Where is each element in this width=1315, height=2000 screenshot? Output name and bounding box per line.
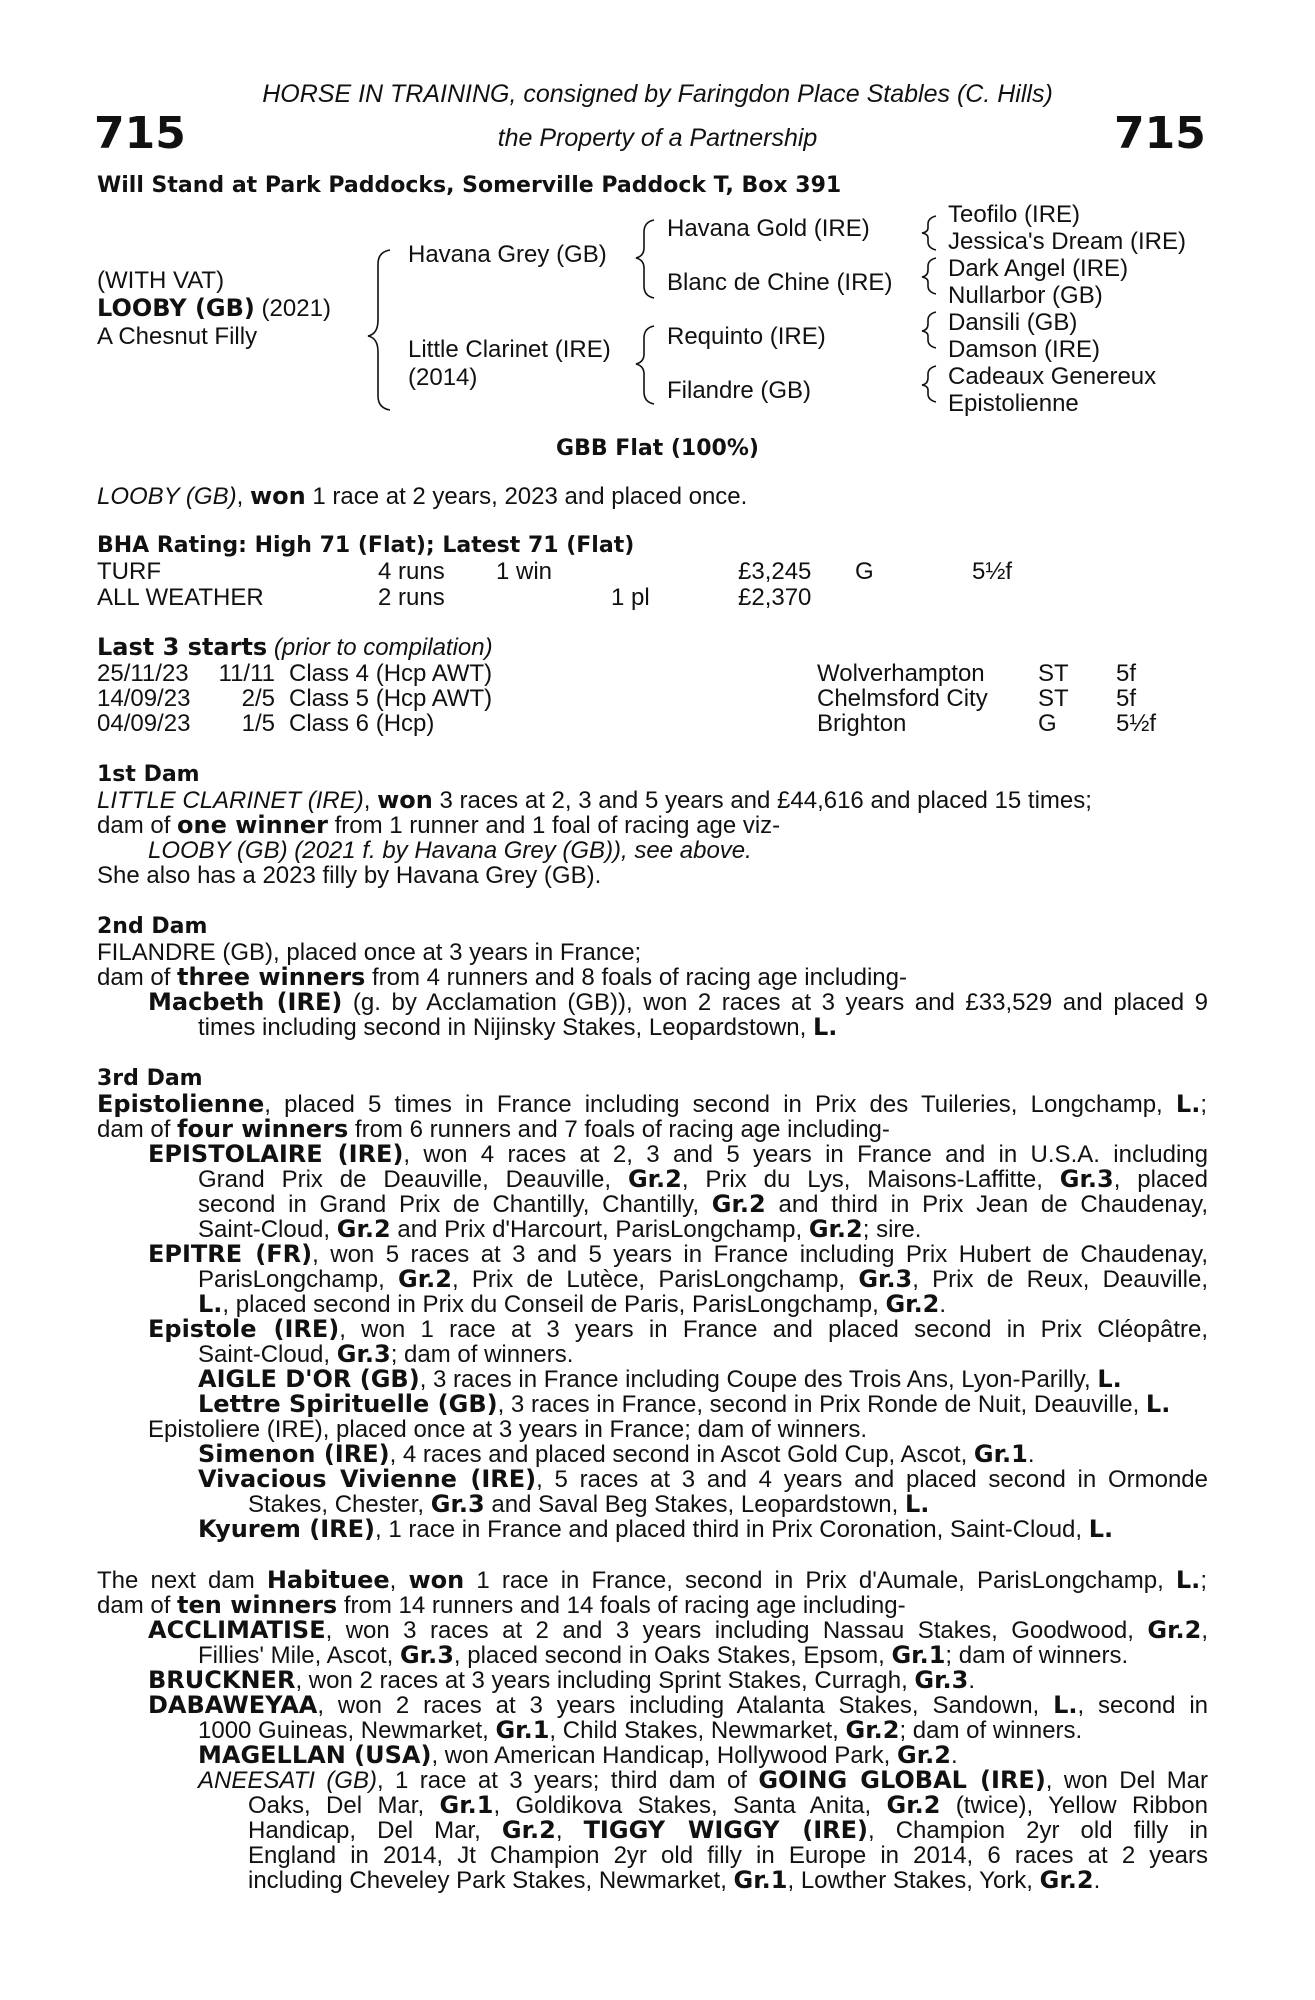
dam3-line-7: EPITRE (FR), won 5 races at 3 and 5 years in France including Prix Hubert de Chaudenay, xyxy=(148,1240,1209,1268)
next-line-5: BRUCKNER, won 2 races at 3 years including Sprint Stakes, Curragh, Gr.3. xyxy=(148,1666,976,1694)
summary-won: won xyxy=(249,482,306,510)
dam2-line-1: FILANDRE (GB), placed once at 3 years in France; xyxy=(97,939,642,966)
last3-title xyxy=(97,635,493,660)
dam3-line-2: dam of four winners from 6 runners and 7 foals of racing age including- xyxy=(97,1115,890,1143)
pedigree-ggp-7: Cadeaux Genereux xyxy=(948,363,1157,390)
dam3-line-16: Vivacious Vivienne (IRE), 5 races at 3 and 4 years and placed second in Ormonde xyxy=(198,1465,1208,1493)
pedigree-ggp-5: Dansili (GB) xyxy=(948,309,1078,336)
start-1-class: Class 4 (Hcp AWT) xyxy=(289,660,493,687)
pedigree-ggp-4: Nullarbor (GB) xyxy=(948,282,1103,309)
start-1-going: ST xyxy=(1038,660,1069,687)
dam2-line-4: times including second in Nijinsky Stakes, Leopardstown, L. xyxy=(198,1013,838,1041)
dam1-heading: 1st Dam xyxy=(97,762,200,787)
start-3-pos: 1/5 xyxy=(241,710,275,737)
horse-description: A Chesnut Filly xyxy=(97,323,258,350)
pedigree-dam: Little Clarinet (IRE) xyxy=(408,336,611,363)
pedigree-ggp-3: Dark Angel (IRE) xyxy=(948,255,1129,282)
next-line-8: MAGELLAN (USA), won American Handicap, Hollywood Park, Gr.2. xyxy=(198,1741,958,1769)
consignor-line: HORSE IN TRAINING, consigned by Faringdon Place Stables (C. Hills) xyxy=(262,80,1053,108)
start-3-class: Class 6 (Hcp) xyxy=(289,710,435,737)
start-1-date: 25/11/23 xyxy=(97,660,189,687)
dam1-line-3: LOOBY (GB) (2021 f. by Havana Grey (GB)), see above. xyxy=(148,837,752,864)
aw-prize: £2,370 xyxy=(738,584,812,611)
pedigree-dam-year: (2014) xyxy=(408,364,478,391)
pedigree-sire-sire: Havana Gold (IRE) xyxy=(667,215,870,242)
summary-horse-name: LOOBY (GB) xyxy=(97,483,237,510)
next-line-1: The next dam Habituee, won 1 race in France, second in Prix d'Aumale, ParisLongchamp, L.; xyxy=(97,1566,1207,1594)
dam3-line-8: ParisLongchamp, Gr.2, Prix de Lutèce, ParisLongchamp, Gr.3, Prix de Reux, Deauville, xyxy=(198,1265,1208,1293)
dam2-line-3: Macbeth (IRE) (g. by Acclamation (GB)), won 2 races at 3 years and £33,529 and placed 9 xyxy=(148,988,1208,1016)
pedigree-sire-dam: Blanc de Chine (IRE) xyxy=(667,269,893,296)
dam2-line-2: dam of three winners from 4 runners and 8 foals of racing age including- xyxy=(97,963,907,991)
gbb-status: GBB Flat (100%) xyxy=(556,436,759,461)
last3-heading: Last 3 starts xyxy=(97,633,268,661)
dam3-line-5: second in Grand Prix de Chantilly, Chantilly, Gr.2 and third in Prix Jean de Chaudenay, xyxy=(198,1190,1209,1218)
start-2-distance: 5f xyxy=(1116,685,1137,712)
dam3-line-17: Stakes, Chester, Gr.3 and Saval Beg Stakes, Leopardstown, L. xyxy=(248,1490,930,1518)
next-line-3: ACCLIMATISE, won 3 races at 2 and 3 years including Nassau Stakes, Goodwood, Gr.2, xyxy=(148,1616,1208,1644)
aw-places: 1 pl xyxy=(611,584,650,611)
next-line-10: Oaks, Del Mar, Gr.1, Goldikova Stakes, Santa Anita, Gr.2 (twice), Yellow Ribbon xyxy=(248,1791,1209,1819)
ownership-line: the Property of a Partnership xyxy=(497,124,818,152)
next-line-7: 1000 Guineas, Newmarket, Gr.1, Child Stakes, Newmarket, Gr.2; dam of winners. xyxy=(198,1716,1083,1744)
lot-number-right: 715 xyxy=(1114,108,1206,159)
pedigree-braces xyxy=(0,0,1315,420)
aw-runs: 2 runs xyxy=(378,584,445,611)
start-3-distance: 5½f xyxy=(1116,710,1157,737)
vat-note: (WITH VAT) xyxy=(97,267,225,294)
dam3-line-6: Saint-Cloud, Gr.2 and Prix d'Harcourt, ParisLongchamp, Gr.2; sire. xyxy=(198,1215,922,1243)
dam3-line-10: Epistole (IRE), won 1 race at 3 years in France and placed second in Prix Cléopâtre, xyxy=(148,1315,1208,1343)
dam3-line-14: Epistoliere (IRE), placed once at 3 years in France; dam of winners. xyxy=(148,1416,867,1443)
dam3-line-15: Simenon (IRE), 4 races and placed second in Ascot Gold Cup, Ascot, Gr.1. xyxy=(198,1440,1035,1468)
turf-going: G xyxy=(855,558,874,585)
pedigree-ggp-2: Jessica's Dream (IRE) xyxy=(948,228,1186,255)
next-line-2: dam of ten winners from 14 runners and 14 foals of racing age including- xyxy=(97,1591,906,1619)
dam3-line-9: L., placed second in Prix du Conseil de Paris, ParisLongchamp, Gr.2. xyxy=(198,1290,947,1318)
next-line-6: DABAWEYAA, won 2 races at 3 years including Atalanta Stakes, Sandown, L., second in xyxy=(148,1691,1209,1719)
pedigree-ggp-6: Damson (IRE) xyxy=(948,336,1101,363)
start-2-class: Class 5 (Hcp AWT) xyxy=(289,685,493,712)
race-summary: LOOBY (GB), won 1 race at 2 years, 2023 and placed once. xyxy=(97,482,748,510)
pedigree-dam-dam: Filandre (GB) xyxy=(667,377,812,404)
last3-note: (prior to compilation) xyxy=(267,634,493,661)
pedigree-sire: Havana Grey (GB) xyxy=(408,241,607,268)
dam3-heading: 3rd Dam xyxy=(97,1066,203,1091)
next-line-4: Fillies' Mile, Ascot, Gr.3, placed second in Oaks Stakes, Epsom, Gr.1; dam of winners. xyxy=(198,1641,1129,1669)
pedigree-dam-sire: Requinto (IRE) xyxy=(667,323,826,350)
dam2-heading: 2nd Dam xyxy=(97,914,208,939)
start-2-pos: 2/5 xyxy=(241,685,275,712)
start-3-course: Brighton xyxy=(817,710,907,737)
start-1-distance: 5f xyxy=(1116,660,1137,687)
next-line-9: ANEESATI (GB), 1 race at 3 years; third dam of GOING GLOBAL (IRE), won Del Mar xyxy=(198,1766,1209,1794)
dam3-line-3: EPISTOLAIRE (IRE), won 4 races at 2, 3 and 5 years in France and in U.S.A. including xyxy=(148,1140,1208,1168)
start-1-course: Wolverhampton xyxy=(817,660,985,687)
start-3-date: 04/09/23 xyxy=(97,710,191,737)
start-1-pos: 11/11 xyxy=(218,660,275,687)
dam3-line-1: Epistolienne, placed 5 times in France including second in Prix des Tuileries, Longchamp, L.; xyxy=(97,1090,1207,1118)
next-line-12: England in 2014, Jt Champion 2yr old filly in Europe in 2014, 6 races at 2 years xyxy=(248,1842,1208,1869)
start-2-course: Chelmsford City xyxy=(817,685,988,712)
dam1-line-4: She also has a 2023 filly by Havana Grey (GB). xyxy=(97,862,602,889)
turf-prize: £3,245 xyxy=(738,558,812,585)
dam1-line-2: dam of one winner from 1 runner and 1 foal of racing age viz- xyxy=(97,811,781,839)
horse-name: LOOBY (GB) xyxy=(97,294,255,322)
dam3-line-4: Grand Prix de Deauville, Deauville, Gr.2, Prix du Lys, Maisons-Laffitte, Gr.3, placed xyxy=(198,1165,1208,1193)
turf-wins: 1 win xyxy=(496,558,553,585)
start-2-date: 14/09/23 xyxy=(97,685,191,712)
lot-number-left: 715 xyxy=(94,108,186,159)
pedigree-ggp-1: Teofilo (IRE) xyxy=(948,201,1081,228)
aw-surface: ALL WEATHER xyxy=(97,584,264,611)
turf-runs: 4 runs xyxy=(378,558,445,585)
dam1-line-1: LITTLE CLARINET (IRE), won 3 races at 2, 3 and 5 years and £44,616 and placed 15 times; xyxy=(97,786,1092,814)
start-2-going: ST xyxy=(1038,685,1069,712)
dam3-line-12: AIGLE D'OR (GB), 3 races in France including Coupe des Trois Ans, Lyon-Parilly, L. xyxy=(198,1365,1122,1393)
dam3-line-18: Kyurem (IRE), 1 race in France and placed third in Prix Coronation, Saint-Cloud, L. xyxy=(198,1515,1114,1543)
next-line-13: including Cheveley Park Stakes, Newmarket, Gr.1, Lowther Stakes, York, Gr.2. xyxy=(248,1866,1101,1894)
pedigree-ggp-8: Epistolienne xyxy=(948,390,1079,417)
dam3-line-13: Lettre Spirituelle (GB), 3 races in France, second in Prix Ronde de Nuit, Deauville, L. xyxy=(198,1390,1171,1418)
turf-surface: TURF xyxy=(97,558,161,585)
summary-rest: 1 race at 2 years, 2023 and placed once. xyxy=(305,483,748,510)
stable-location: Will Stand at Park Paddocks, Somerville Paddock T, Box 391 xyxy=(97,173,842,198)
next-line-11: Handicap, Del Mar, Gr.2, TIGGY WIGGY (IRE), Champion 2yr old filly in xyxy=(248,1816,1208,1844)
dam3-line-11: Saint-Cloud, Gr.3; dam of winners. xyxy=(198,1340,574,1368)
horse-year: (2021) xyxy=(254,295,331,322)
turf-distance: 5½f xyxy=(972,558,1013,585)
start-3-going: G xyxy=(1038,710,1057,737)
bha-rating: BHA Rating: High 71 (Flat); Latest 71 (Flat) xyxy=(97,533,635,558)
